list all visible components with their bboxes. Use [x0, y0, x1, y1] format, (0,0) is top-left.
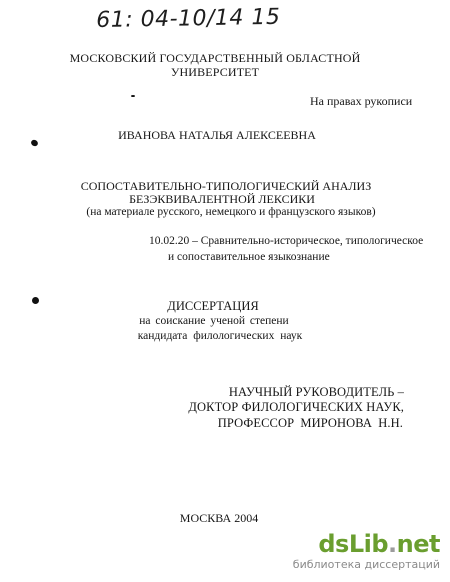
advisor-role: НАУЧНЫЙ РУКОВОДИТЕЛЬ –: [228, 385, 404, 399]
dslib-logo: [318, 530, 440, 558]
dslib-subtitle: библиотека диссертаций: [292, 558, 440, 571]
dissertation-label: ДИССЕРТАЦИЯ: [167, 299, 259, 313]
logo-tld-text: net: [396, 530, 440, 558]
thesis-title-line1: СОПОСТАВИТЕЛЬНО-ТИПОЛОГИЧЕСКИЙ АНАЛИЗ: [80, 179, 372, 193]
scan-speck-3: [32, 297, 39, 304]
university-name-line2: УНИВЕРСИТЕТ: [170, 65, 260, 79]
university-name-line1: МОСКОВСКИЙ ГОСУДАРСТВЕННЫЙ ОБЛАСТНОЙ: [69, 51, 361, 65]
specialty-code-line1: 10.02.20 – Сравнительно-историческое, типологическое: [149, 235, 424, 247]
thesis-subtitle: (на материале русского, немецкого и французского языков): [86, 206, 376, 218]
dslib-watermark: [290, 530, 440, 578]
advisor-degree: ДОКТОР ФИЛОЛОГИЧЕСКИХ НАУК,: [188, 400, 404, 414]
scan-speck-1: [131, 95, 135, 97]
city-and-year: МОСКВА 2004: [179, 511, 259, 525]
author-name: ИВАНОВА НАТАЛЬЯ АЛЕКСЕЕВНА: [118, 128, 316, 142]
handwritten-registration-code: 61: 04-10/14 15: [96, 4, 281, 33]
specialty-code-line2: и сопоставительное языкознание: [168, 251, 330, 263]
thesis-title-line2: БЕЗЭКВИВАЛЕНТНОЙ ЛЕКСИКИ: [129, 192, 315, 206]
manuscript-rights-note: На правах рукописи: [310, 94, 413, 108]
logo-main-text: dsLib: [318, 530, 389, 558]
degree-purpose-line2: кандидата филологических наук: [137, 330, 303, 342]
logo-dot: .: [388, 530, 397, 558]
degree-purpose-line1: на соискание ученой степени: [139, 315, 289, 327]
advisor-name: ПРОФЕССОР МИРОНОВА Н.Н.: [217, 416, 403, 430]
